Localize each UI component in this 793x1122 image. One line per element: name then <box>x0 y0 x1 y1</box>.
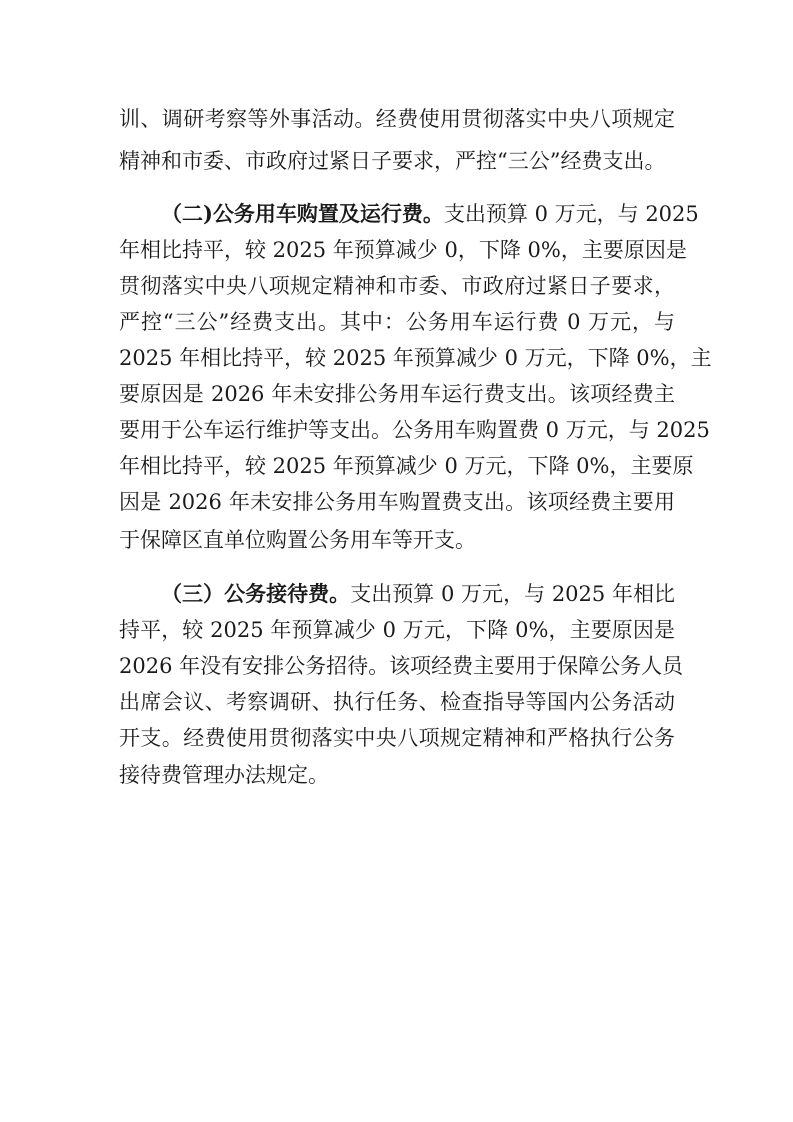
paragraph-2-line-6: 要原因是 2026 年未安排公务用车运行费支出。该项经费主 <box>119 382 675 406</box>
paragraph-2-line-8: 年相比持平，较 2025 年预算减少 0 万元，下降 0%，主要原 <box>119 454 694 478</box>
paragraph-2-line-10: 于保障区直单位购置公务用车等开支。 <box>119 528 476 552</box>
paragraph-2-line-7: 要用于公车运行维护等支出。公务用车购置费 0 万元，与 2025 <box>119 418 710 442</box>
paragraph-2-line-2: 年相比持平，较 2025 年预算减少 0，下降 0%，主要原因是 <box>119 238 687 262</box>
paragraph-3-line-4: 出席会议、考察调研、执行任务、检查指导等国内公务活动 <box>119 690 675 714</box>
paragraph-3-first-line-text: 支出预算 0 万元，与 2025 年相比 <box>350 582 676 606</box>
paragraph-2-line-9: 因是 2026 年未安排公务用车购置费支出。该项经费主要用 <box>119 490 675 514</box>
paragraph-2-line-3: 贯彻落实中央八项规定精神和市委、市政府过紧日子要求， <box>119 274 675 298</box>
paragraph-2-line-1 <box>161 200 699 228</box>
section-heading-reception-costs: （三）公务接待费。 <box>161 581 351 606</box>
paragraph-2-first-line-text: 支出预算 0 万元，与 2025 <box>443 202 699 226</box>
section-heading-vehicle-costs: （二)公务用车购置及运行费。 <box>161 201 444 226</box>
paragraph-2-line-5: 2025 年相比持平，较 2025 年预算减少 0 万元，下降 0%，主 <box>119 346 712 370</box>
paragraph-2-line-4: 严控“三公”经费支出。其中：公务用车运行费 0 万元，与 <box>119 310 675 334</box>
paragraph-3-line-2: 持平，较 2025 年预算减少 0 万元，下降 0%，主要原因是 <box>119 618 675 642</box>
paragraph-3-line-5: 开支。经费使用贯彻落实中央八项规定精神和严格执行公务 <box>119 726 675 750</box>
paragraph-1-line-2: 精神和市委、市政府过紧日子要求，严控“三公”经费支出。 <box>119 149 666 173</box>
paragraph-3-line-3: 2026 年没有安排公务招待。该项经费主要用于保障公务人员 <box>119 654 684 678</box>
paragraph-3-line-1 <box>161 580 675 608</box>
paragraph-3-line-6: 接待费管理办法规定。 <box>119 763 329 787</box>
paragraph-1-line-1: 训、调研考察等外事活动。经费使用贯彻落实中央八项规定 <box>119 107 675 131</box>
